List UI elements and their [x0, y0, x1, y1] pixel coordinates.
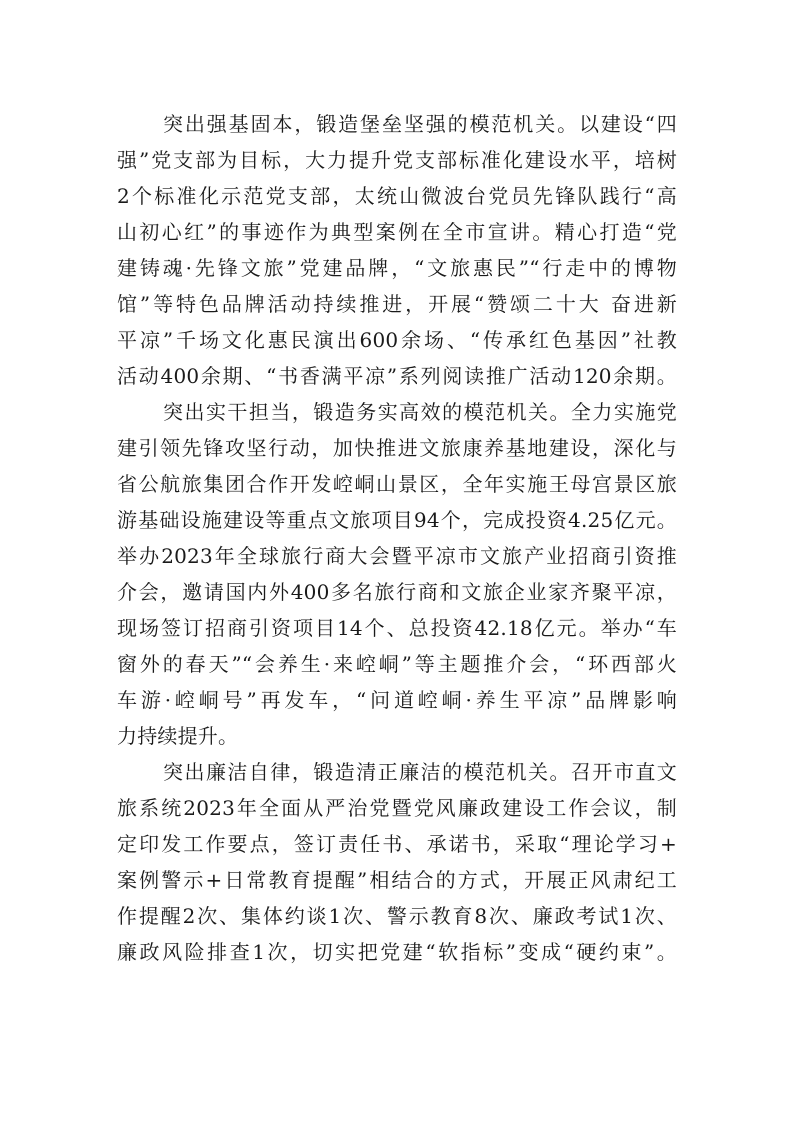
text-line: 突出强基固本，锻造堡垒坚强的模范机关。以建设“四	[163, 112, 677, 136]
text-line: 馆”等特色品牌活动持续推进，开展“赞颂二十大 奋进新	[117, 292, 677, 316]
text-line: 强”党支部为目标，大力提升党支部标准化建设水平，培树	[117, 148, 677, 172]
text-line: 平凉”千场文化惠民演出600余场、“传承红色基因”社教	[117, 328, 677, 352]
text-line: 活动400余期、“书香满平凉”系列阅读推广活动120余期。	[117, 364, 677, 388]
text-line: 定印发工作要点，签订责任书、承诺书，采取“理论学习+	[117, 832, 677, 856]
text-line: 力持续提升。	[117, 724, 239, 748]
text-line: 现场签订招商引资项目14个、总投资42.18亿元。举办“车	[117, 616, 677, 640]
text-line: 廉政风险排查1次，切实把党建“软指标”变成“硬约束”。	[117, 940, 677, 964]
text-line: 突出实干担当，锻造务实高效的模范机关。全力实施党	[163, 400, 677, 424]
text-line: 介会，邀请国内外400多名旅行商和文旅企业家齐聚平凉，	[117, 580, 677, 604]
text-line: 窗外的春天”“会养生·来崆峒”等主题推介会，“环西部火	[117, 652, 677, 676]
text-line: 游基础设施建设等重点文旅项目94个，完成投资4.25亿元。	[117, 508, 677, 532]
text-line: 建引领先锋攻坚行动，加快推进文旅康养基地建设，深化与	[117, 436, 677, 460]
text-line: 举办2023年全球旅行商大会暨平凉市文旅产业招商引资推	[117, 544, 677, 568]
text-line: 突出廉洁自律，锻造清正廉洁的模范机关。召开市直文	[163, 760, 677, 784]
text-line: 作提醒2次、集体约谈1次、警示教育8次、廉政考试1次、	[117, 904, 677, 928]
text-line: 山初心红”的事迹作为典型案例在全市宣讲。精心打造“党	[117, 220, 677, 244]
text-line: 旅系统2023年全面从严治党暨党风廉政建设工作会议，制	[117, 796, 677, 820]
text-line: 省公航旅集团合作开发崆峒山景区，全年实施王母宫景区旅	[117, 472, 677, 496]
text-line: 建铸魂·先锋文旅”党建品牌，“文旅惠民”“行走中的博物	[117, 256, 677, 280]
text-line: 案例警示+日常教育提醒”相结合的方式，开展正风肃纪工	[117, 868, 677, 892]
text-line: 车游·崆峒号”再发车，“问道崆峒·养生平凉”品牌影响	[117, 688, 677, 712]
text-line: 2个标准化示范党支部，太统山微波台党员先锋队践行“高	[117, 184, 677, 208]
